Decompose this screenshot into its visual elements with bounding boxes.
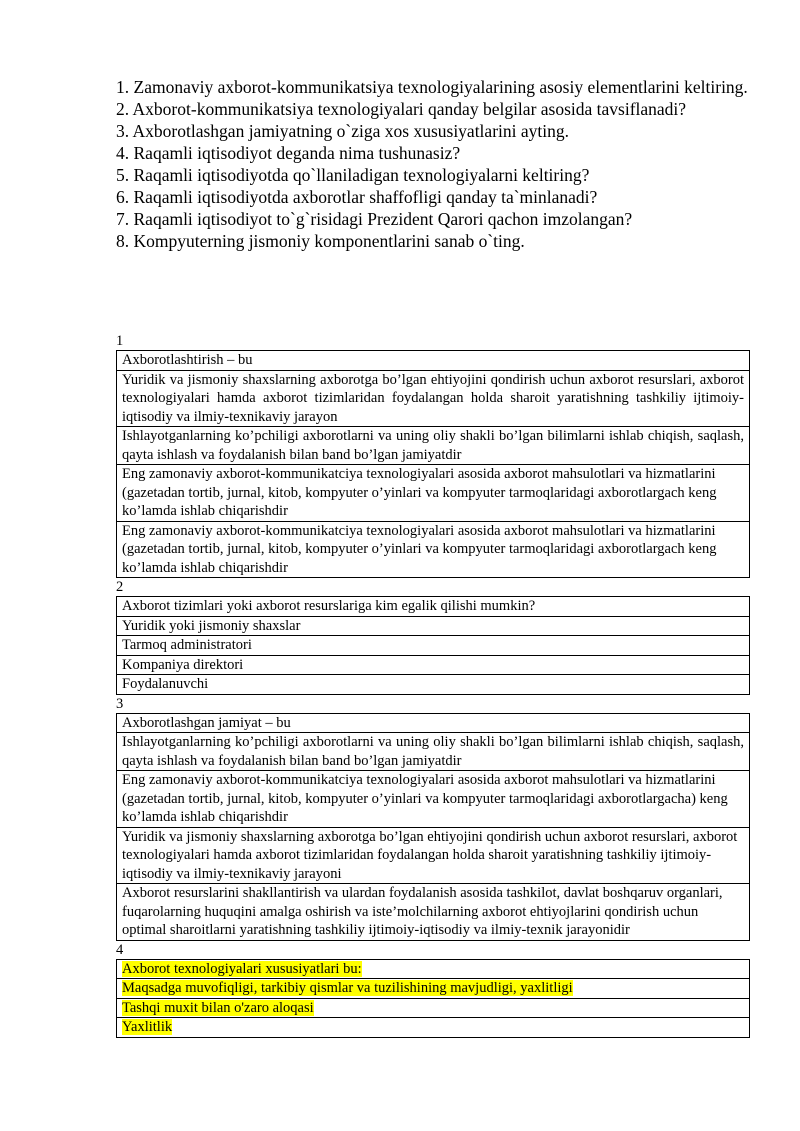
quiz-table	[116, 596, 750, 695]
quiz-answer: Ishlayotganlarning ko’pchiligi axborotlarni va uning oliy shakli bo’lgan bilimlarni ishlab chiqish, saqlash, qayta ishlash va foydalanish bilan band bo’lgan jamiyatdir	[117, 427, 750, 465]
quiz-answer: Kompaniya direktori	[117, 655, 750, 675]
quiz-answer: Axborot resurslarini shakllantirish va ulardan foydalanish asosida tashkilot, davlat boshqaruv organlari, fuqarolarning huquqini amalga oshirish va iste’molchilarning axborot ehtiyojlarini qondirish uchun optimal sharoitlarni yaratishning tashkiliy ijtimoiy-iqtisodiy va ilmiy-texnik jarayonidir	[117, 884, 750, 941]
quiz-answer: Yuridik va jismoniy shaxslarning axborotga bo’lgan ehtiyojini qondirish uchun axborot resurslari, axborot texnologiyalari hamda axborot tizimlaridan foydalangan holda sharoit yaratishning tashkiliy ijtimoiy-iqtisodiy va ilmiy-texnikaviy jarayoni	[117, 827, 750, 884]
quiz-question: Axborot tizimlari yoki axborot resurslariga kim egalik qilishi mumkin?	[117, 597, 750, 617]
question-list	[116, 76, 756, 252]
quiz-answer: Tarmoq administratori	[117, 636, 750, 656]
question-item: 8. Kompyuterning jismoniy komponentlarini sanab o`ting.	[116, 231, 525, 251]
quiz-question-highlighted: Axborot texnologiyalari xususiyatlari bu:	[122, 960, 362, 977]
question-item: 2. Axborot-kommunikatsiya texnologiyalari qanday belgilar asosida tavsiflanadi?	[116, 99, 687, 119]
question-item: 7. Raqamli iqtisodiyot to`g`risidagi Prezident Qarori qachon imzolangan?	[116, 209, 633, 229]
quiz-section	[116, 332, 750, 1038]
quiz-answer: Eng zamonaviy axborot-kommunikatciya texnologiyalari asosida axborot mahsulotlari va hizmatlarini (gazetadan tortib, jurnal, kitob, kompyuter o’yinlari va kompyuter tarmoqlaridagi axborotlargach keng ko’lamda ishlab chiqarishdir	[117, 521, 750, 578]
quiz-number: 4	[116, 941, 124, 958]
question-item: 3. Axborotlashgan jamiyatning o`ziga xos xususiyatlarini ayting.	[116, 121, 569, 141]
quiz-table	[116, 713, 750, 941]
quiz-number: 2	[116, 579, 124, 595]
question-item: 5. Raqamli iqtisodiyotda qo`llaniladigan texnologiyalarni keltiring?	[116, 165, 590, 185]
quiz-answer-highlighted: Tashqi muxit bilan o'zaro aloqasi	[122, 999, 314, 1016]
quiz-answer: Eng zamonaviy axborot-kommunikatciya texnologiyalari asosida axborot mahsulotlari va hizmatlarini (gazetadan tortib, jurnal, kitob, kompyuter o’yinlari va kompyuter tarmoqlaridagi axborotlargach keng ko’lamda ishlab chiqarishdir	[117, 465, 750, 522]
quiz-question: Axborotlashgan jamiyat – bu	[117, 713, 750, 733]
quiz-answer-highlighted: Maqsadga muvofiqligi, tarkibiy qismlar va tuzilishining mavjudligi, yaxlitligi	[122, 980, 573, 996]
quiz-answer: Yuridik va jismoniy shaxslarning axborotga bo’lgan ehtiyojini qondirish uchun axborot resurslari, axborot texnologiyalari hamda axborot tizimlaridan foydalangan holda sharoit yaratishning tashkiliy ijtimoiy-iqtisodiy va ilmiy-texnikaviy jarayon	[117, 370, 750, 427]
quiz-table	[116, 959, 750, 1038]
question-item: 4. Raqamli iqtisodiyot deganda nima tushunasiz?	[116, 143, 461, 163]
quiz-number: 1	[116, 333, 124, 349]
quiz-answer: Yuridik yoki jismoniy shaxslar	[117, 616, 750, 636]
quiz-answer-highlighted: Yaxlitlik	[122, 1019, 173, 1035]
question-item: 6. Raqamli iqtisodiyotda axborotlar shaffofligi qanday ta`minlanadi?	[116, 187, 598, 207]
quiz-answer: Eng zamonaviy axborot-kommunikatciya texnologiyalari asosida axborot mahsulotlari va hizmatlarini (gazetadan tortib, jurnal, kitob, kompyuter o’yinlari va kompyuter tarmoqlaridagi axborotlargacha) keng ko’lamda ishlab chiqarishdir	[117, 771, 750, 828]
quiz-answer: Ishlayotganlarning ko’pchiligi axborotlarni va uning oliy shakli bo’lgan bilimlarni ishlab chiqish, saqlash, qayta ishlash va foydalanish bilan band bo’lgan jamiyatdir	[117, 733, 750, 771]
question-item: 1. Zamonaviy axborot-kommunikatsiya texnologiyalarining asosiy elementlarini keltiring.	[116, 77, 748, 97]
quiz-number: 3	[116, 695, 124, 712]
quiz-answer: Foydalanuvchi	[117, 675, 750, 695]
quiz-question: Axborotlashtirish – bu	[117, 351, 750, 371]
quiz-table	[116, 350, 750, 578]
